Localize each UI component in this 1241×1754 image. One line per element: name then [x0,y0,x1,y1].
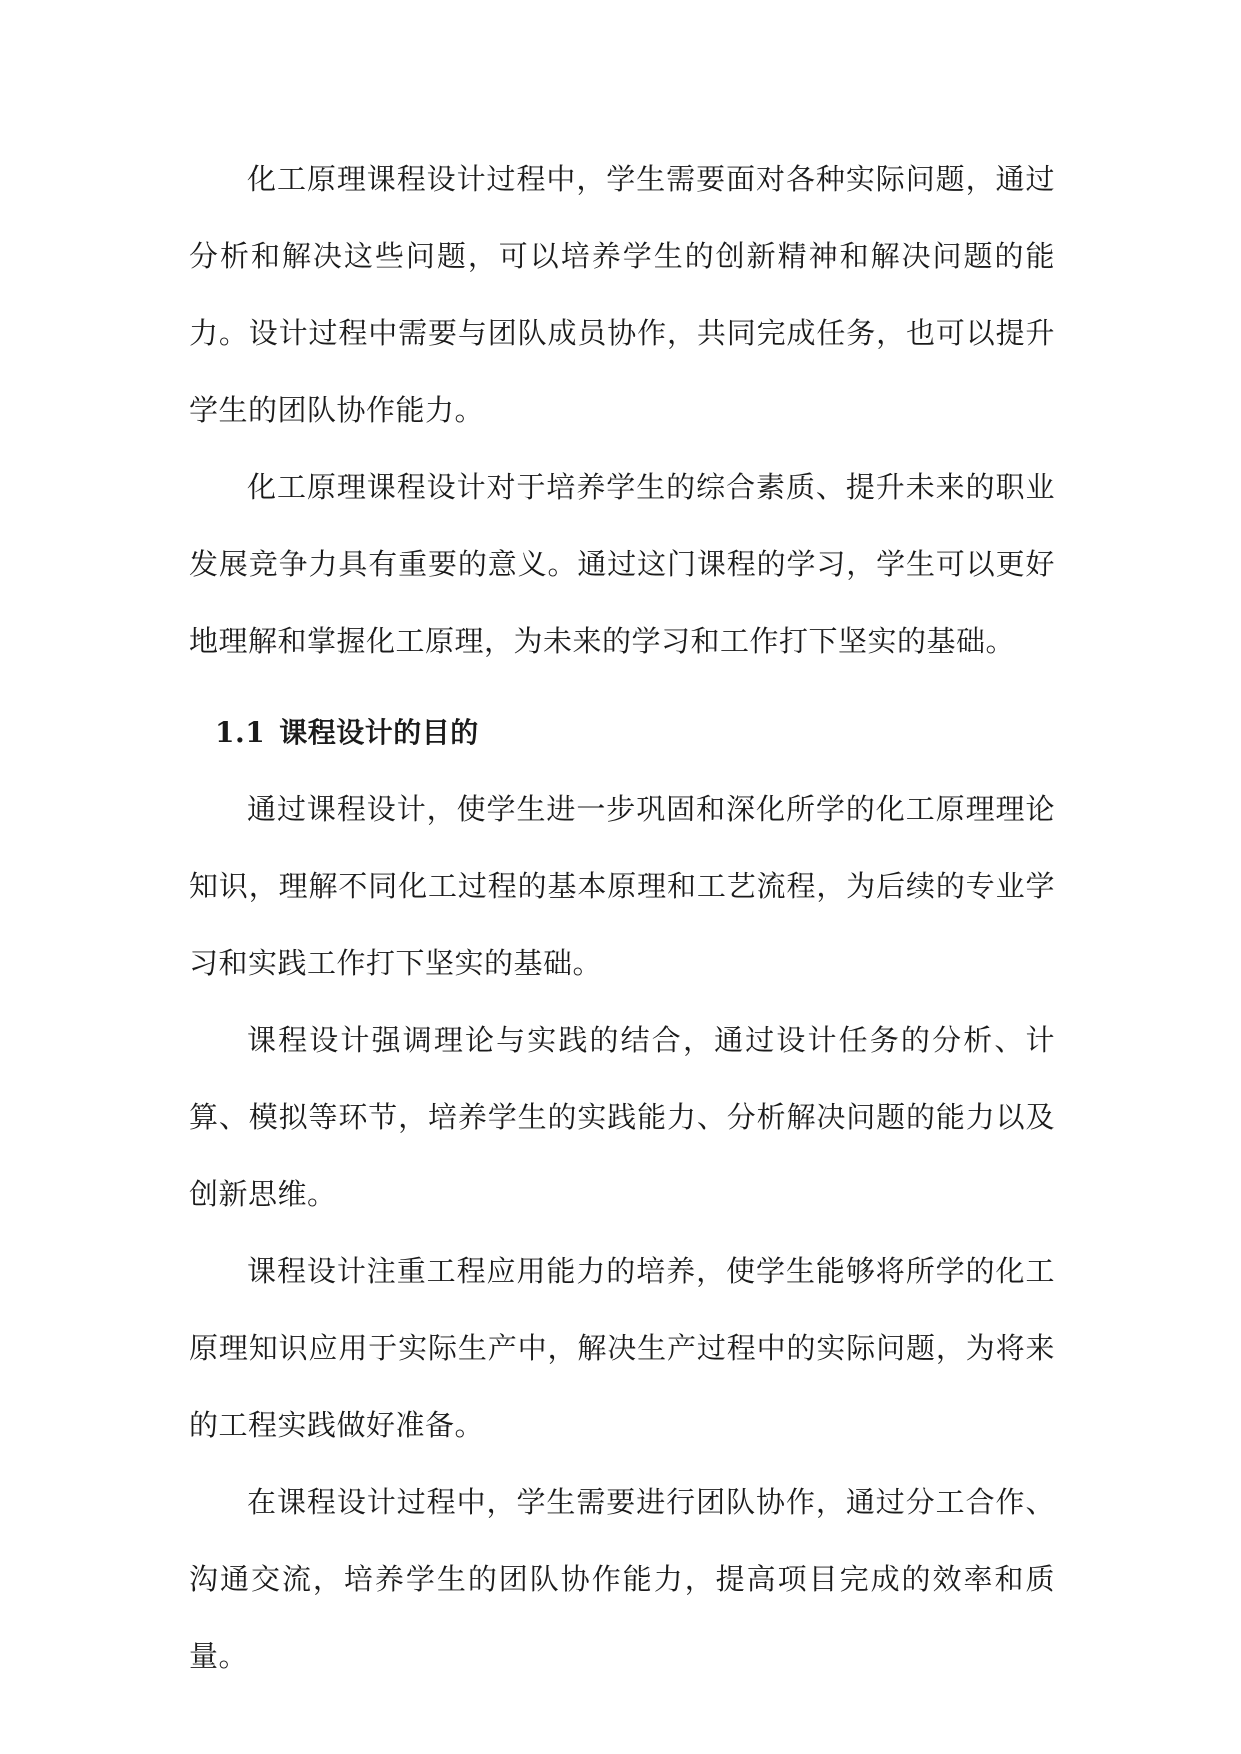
section-title: 课程设计的目的 [279,716,479,749]
paragraph-section-4: 在课程设计过程中，学生需要进行团队协作，通过分工合作、沟通交流，培养学生的团队协作能力，提高项目完成的效率和质量。 [189,1485,1055,1673]
paragraph-intro-1: 化工原理课程设计过程中，学生需要面对各种实际问题，通过分析和解决这些问题，可以培养学生的创新精神和解决问题的能力。设计过程中需要与团队成员协作，共同完成任务，也可以提升学生的团队协作能力。 [189,162,1055,427]
section-number: 1.1 [215,716,266,749]
paragraph-section-3: 课程设计注重工程应用能力的培养，使学生能够将所学的化工原理知识应用于实际生产中，解决生产过程中的实际问题，为将来的工程实践做好准备。 [189,1254,1055,1442]
paragraph-section-1: 通过课程设计，使学生进一步巩固和深化所学的化工原理理论知识，理解不同化工过程的基本原理和工艺流程，为后续的专业学习和实践工作打下坚实的基础。 [189,792,1055,980]
document-body [189,141,1055,1695]
section-heading [189,694,1055,771]
paragraph-section-2: 课程设计强调理论与实践的结合，通过设计任务的分析、计算、模拟等环节，培养学生的实践能力、分析解决问题的能力以及创新思维。 [189,1023,1055,1211]
paragraph-intro-2: 化工原理课程设计对于培养学生的综合素质、提升未来的职业发展竞争力具有重要的意义。通过这门课程的学习，学生可以更好地理解和掌握化工原理，为未来的学习和工作打下坚实的基础。 [189,470,1055,658]
